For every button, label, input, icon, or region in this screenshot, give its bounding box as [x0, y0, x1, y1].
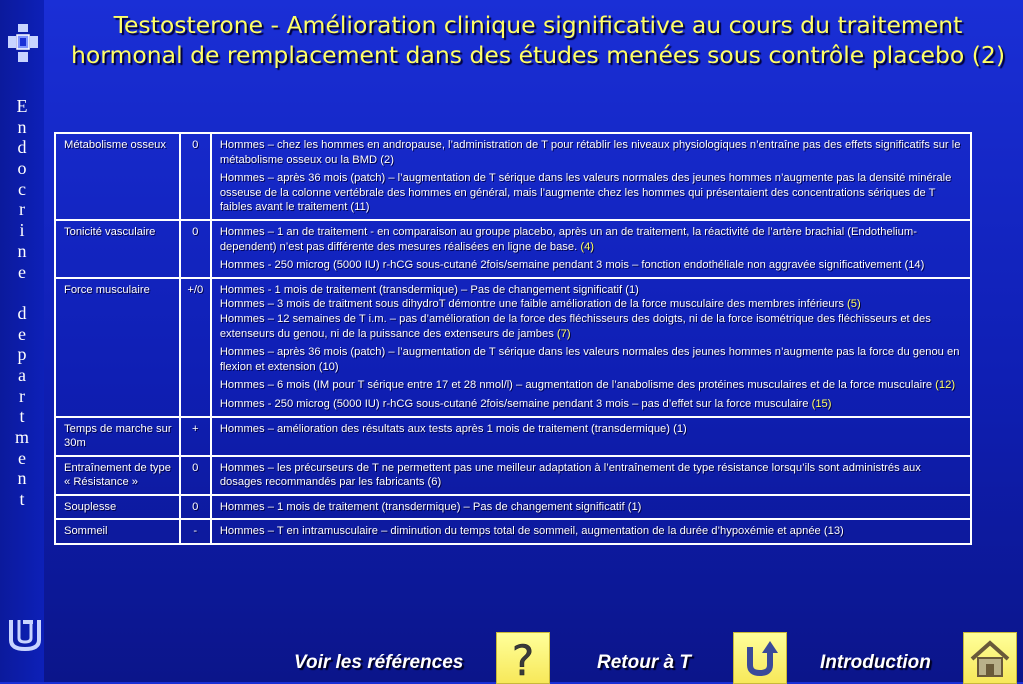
finding-paragraph [220, 397, 963, 412]
effect-value: 0 [192, 500, 199, 513]
effect-cell [180, 278, 211, 417]
sidebar-letter: o [17, 158, 27, 179]
home-icon [964, 633, 1016, 683]
sidebar-letter: a [18, 364, 26, 385]
finding-paragraph [220, 422, 963, 437]
home-button[interactable] [963, 632, 1017, 684]
sidebar-letter: d [17, 302, 27, 323]
category-label: Temps de marche sur 30m [64, 422, 172, 450]
references-button[interactable] [496, 632, 550, 684]
finding-text: Hommes - 250 microg (5000 IU) r-hCG sous-cutané 2fois/semaine pendant 3 mois – fonction endothéliale non aggravée significativement (14) [219, 259, 925, 272]
findings-cell [211, 278, 971, 417]
finding-text: Hommes – après 36 mois (patch) – l’augmentation de T sérique dans les valeurs normales des jeunes hommes n’augmente pas la force du genou en flexion et extension (10) [219, 346, 960, 373]
title-line-2: hormonal de remplacement dans des études menées sous contrôle placebo (2) [70, 41, 1005, 69]
findings-cell [211, 495, 971, 520]
sidebar-letter: c [18, 178, 26, 199]
sidebar-letter: e [18, 447, 26, 468]
sidebar-letter: r [19, 385, 25, 406]
reference-number: (15) [811, 397, 832, 410]
table-row [55, 133, 971, 220]
finding-text: Hommes – T en intramusculaire – diminution du temps total de sommeil, augmentation de la durée d’hypoxémie et apnée (13) [219, 525, 844, 538]
sidebar-letter: n [17, 240, 27, 261]
finding-text: Hommes – 6 mois (IM pour T sérique entre 17 et 28 nmol/l) – augmentation de l’anabolisme des protéines musculaires et de la force musculaire [219, 379, 936, 392]
finding-text: Hommes – 3 mois de traitment sous dihydroT démontre une faible amélioration de la force musculaire des membres inférieurs [219, 298, 848, 311]
table-row [55, 417, 971, 456]
reference-number: (5) [847, 298, 861, 311]
effect-cell [180, 133, 211, 220]
category-cell [55, 278, 180, 417]
finding-text: Hommes - 1 mois de traitement (transdermique) – Pas de changement significatif (1) [219, 283, 639, 296]
effect-cell [180, 417, 211, 456]
sidebar-letter: E [16, 96, 28, 116]
findings-cell [211, 519, 971, 544]
category-cell [55, 456, 180, 495]
sidebar-letter: n [17, 116, 27, 137]
introduction-link[interactable]: Introduction [820, 652, 931, 673]
finding-paragraph [220, 225, 963, 254]
category-label: Sommeil [64, 525, 108, 538]
sidebar-letter: t [19, 406, 25, 427]
category-cell [55, 495, 180, 520]
back-link[interactable]: Retour à T [597, 652, 691, 673]
sidebar-letter: e [18, 323, 26, 344]
category-label: Souplesse [64, 500, 117, 513]
category-label: Tonicité vasculaire [64, 225, 156, 238]
finding-paragraph [220, 378, 963, 393]
category-label: Métabolisme osseux [64, 139, 166, 151]
table-row [55, 220, 971, 278]
slide-title [60, 10, 1016, 70]
finding-text: Hommes – 1 an de traitement - en comparaison au groupe placebo, après un an de traitement, la réactivité de l’artère brachial (Endothelium-dependent) n’est pas différente des mesures réalisées en ligne de base. [219, 225, 917, 253]
effect-cell [180, 456, 211, 495]
finding-paragraph [220, 283, 963, 298]
title-line-1: Testosterone - Amélioration clinique significative au cours du traitement [113, 11, 963, 39]
svg-text:?: ? [511, 636, 535, 683]
table-row [55, 456, 971, 495]
finding-paragraph [220, 258, 963, 273]
department-vertical-label [0, 96, 44, 510]
category-cell [55, 133, 180, 220]
effect-value: - [193, 525, 198, 538]
finding-paragraph [220, 138, 963, 167]
sidebar-letter: i [19, 220, 25, 241]
puzzle-cross-icon [6, 22, 40, 66]
sidebar-letter: p [17, 344, 27, 365]
finding-paragraph [220, 500, 963, 515]
results-table-container [54, 132, 972, 545]
u-turn-arrow-icon [734, 633, 786, 683]
back-button[interactable] [733, 632, 787, 684]
finding-text: Hommes – 1 mois de traitement (transdermique) – Pas de changement significatif (1) [219, 500, 642, 513]
category-label: Entraînement de type « Résistance » [64, 461, 171, 489]
findings-cell [211, 456, 971, 495]
university-logo-icon [8, 616, 42, 652]
finding-paragraph [220, 312, 963, 341]
effect-value: 0 [192, 461, 199, 474]
category-label: Force musculaire [64, 283, 150, 296]
findings-cell [211, 220, 971, 278]
reference-number: (7) [556, 327, 571, 340]
finding-text: Hommes - 250 microg (5000 IU) r-hCG sous-cutané 2fois/semaine pendant 3 mois – pas d’effet sur la force musculaire [219, 397, 812, 410]
finding-text: Hommes – après 36 mois (patch) – l’augmentation de T sérique dans les valeurs normales des jeunes hommes n’augmente pas la densité minérale osseuse de la colonne vertébrale des hommes en général, mais l’augmente chez les hommes qui présentaient des concentrations sériques de T faibles avant le traitement (11) [219, 172, 952, 214]
finding-text: Hommes – 12 semaines de T i.m. – pas d’amélioration de la force des fléchisseurs des doigts, ni de la force isométrique des fléchisseurs et des extenseurs du genou, ni de la puissance des extenseurs de jambes [219, 312, 931, 340]
category-cell [55, 220, 180, 278]
results-table [54, 132, 972, 545]
reference-number: (12) [935, 379, 956, 392]
finding-paragraph [220, 461, 963, 490]
finding-text: Hommes – les précurseurs de T ne permettent pas une meilleur adaptation à l’entraînement de type résistance lorsqu’ils sont administrés aux dosages recommandés par les fabricants (6) [219, 461, 921, 489]
sidebar-letter: t [19, 489, 25, 510]
finding-paragraph [220, 297, 963, 312]
table-row [55, 495, 971, 520]
effect-cell [180, 220, 211, 278]
sidebar-letter: m [14, 427, 29, 447]
effect-cell [180, 495, 211, 520]
table-row [55, 519, 971, 544]
finding-paragraph [220, 171, 963, 215]
finding-paragraph [220, 345, 963, 374]
effect-value: 0 [192, 225, 199, 238]
finding-paragraph [220, 524, 963, 539]
findings-cell [211, 133, 971, 220]
findings-cell [211, 417, 971, 456]
reference-number: (4) [580, 240, 595, 253]
effect-value: +/0 [187, 283, 204, 296]
sidebar [0, 0, 44, 682]
sidebar-letter: e [18, 261, 26, 282]
finding-text: Hommes – chez les hommes en andropause, l’administration de T pour rétablir les niveaux physiologiques n’entraîne pas des effets significatifs sur le métabolisme osseux ou la BMD (2) [219, 139, 961, 166]
references-link[interactable]: Voir les références [294, 652, 464, 673]
sidebar-letter: d [17, 137, 27, 158]
effect-cell [180, 519, 211, 544]
finding-text: Hommes – amélioration des résultats aux tests après 1 mois de traitement (transdermique) (1) [219, 422, 687, 435]
effect-value: 0 [192, 139, 199, 151]
effect-value: + [191, 422, 199, 435]
sidebar-letter: r [19, 199, 25, 220]
sidebar-letter: n [17, 468, 27, 489]
category-cell [55, 519, 180, 544]
category-cell [55, 417, 180, 456]
question-mark-icon [497, 633, 549, 683]
table-row [55, 278, 971, 417]
sidebar-letter [0, 282, 44, 303]
